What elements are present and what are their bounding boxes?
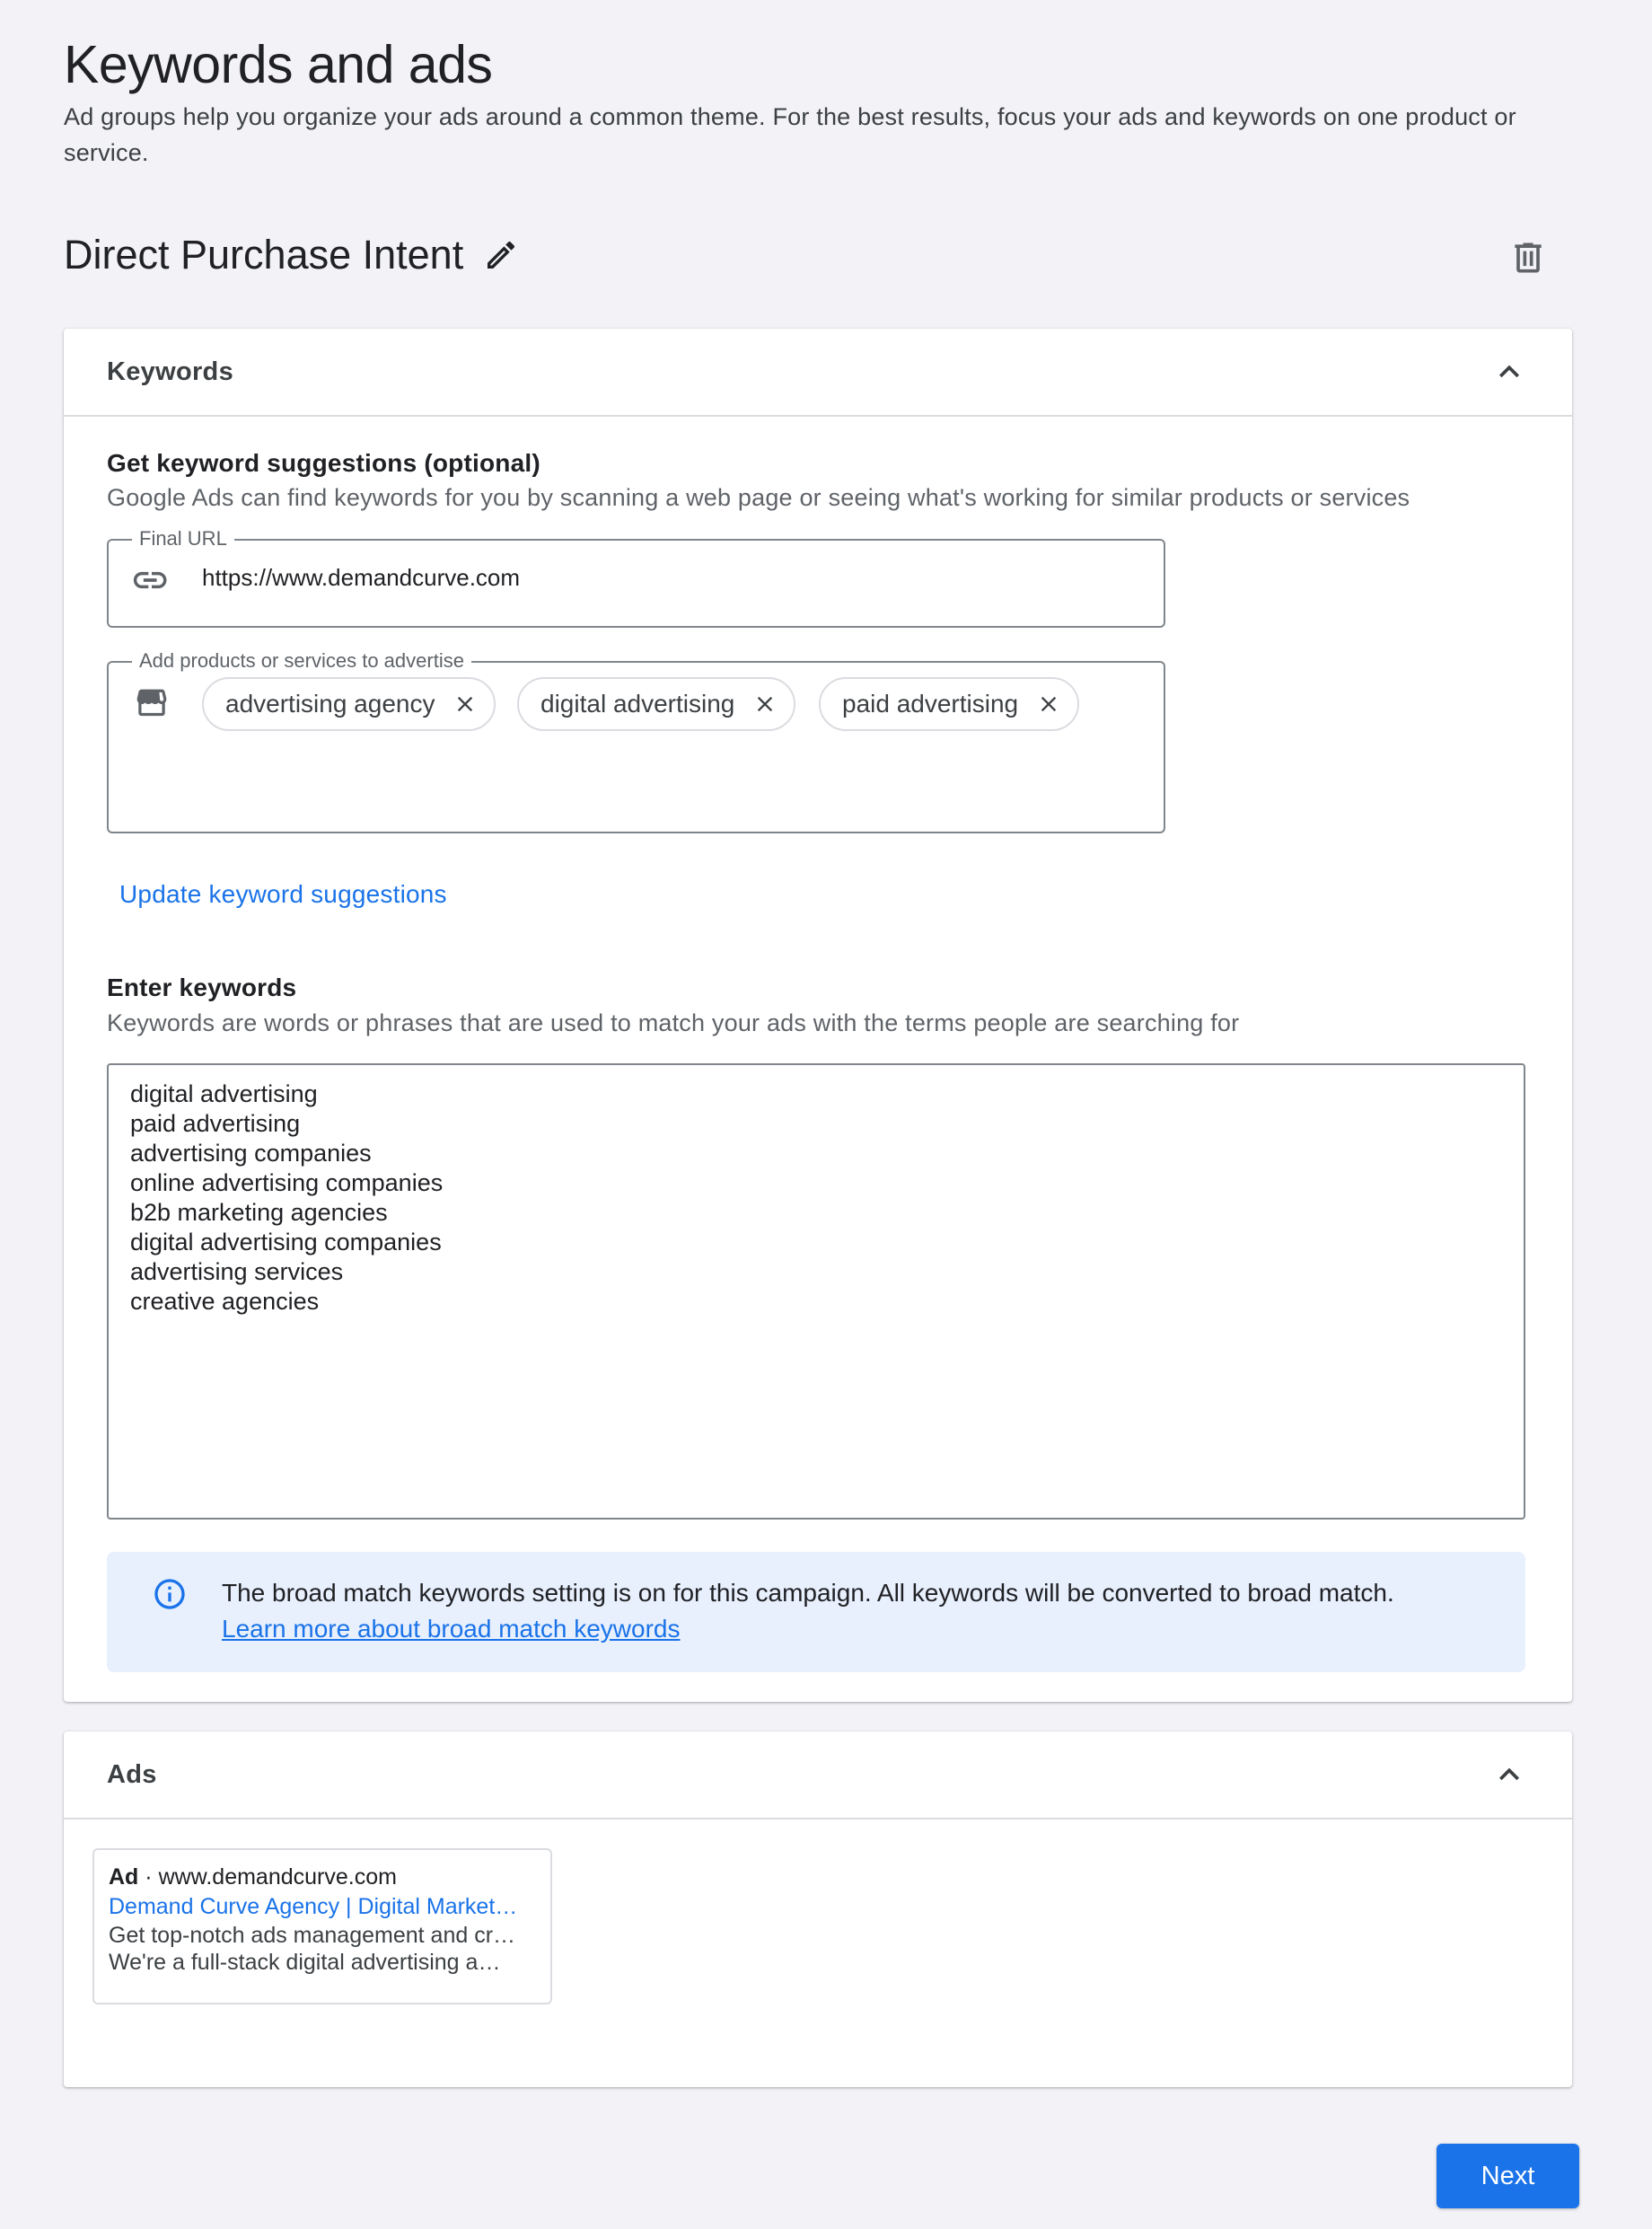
page-description: Ad groups help you organize your ads around a common theme. For the best results, focus your ads and keywords on one product or service.	[64, 103, 1516, 166]
pencil-icon[interactable]	[483, 237, 519, 273]
chip-label: digital advertising	[540, 690, 735, 718]
suggestions-title: Get keyword suggestions (optional)	[107, 449, 540, 477]
ad-display-url: www.demandcurve.com	[158, 1864, 397, 1890]
ad-url-line	[109, 1863, 536, 1892]
ad-description-1: Get top-notch ads management and cr…	[109, 1923, 516, 1948]
close-icon[interactable]	[1036, 692, 1061, 717]
trash-icon[interactable]	[1508, 238, 1548, 278]
products-field[interactable]	[107, 649, 1165, 833]
ad-group-header	[64, 232, 519, 278]
store-icon	[134, 688, 170, 720]
keywords-textarea[interactable]	[107, 1063, 1525, 1520]
keyword-line: digital advertising	[130, 1080, 318, 1107]
ad-headline: Demand Curve Agency | Digital Market…	[109, 1894, 518, 1919]
keyword-line: b2b marketing agencies	[130, 1199, 388, 1226]
keyword-line: online advertising companies	[130, 1169, 444, 1196]
suggestions-subtitle: Google Ads can find keywords for you by scanning a web page or seeing what's working for similar products or services	[107, 484, 1410, 511]
ad-group-name: Direct Purchase Intent	[64, 232, 464, 278]
keyword-line: creative agencies	[130, 1288, 320, 1315]
ad-preview-card[interactable]	[92, 1848, 552, 2004]
chevron-up-icon[interactable]	[1489, 1755, 1529, 1794]
close-icon[interactable]	[453, 692, 478, 717]
keywords-card	[64, 329, 1572, 1702]
enter-keywords-subtitle: Keywords are words or phrases that are used to match your ads with the terms people are searching for	[107, 1009, 1240, 1036]
product-chip[interactable]	[202, 677, 496, 731]
products-label: Add products or services to advertise	[132, 649, 471, 673]
learn-more-broad-match-link[interactable]: Learn more about broad match keywords	[222, 1615, 681, 1643]
keywords-card-title: Keywords	[107, 357, 233, 386]
product-chip[interactable]	[517, 677, 795, 731]
chip-label: advertising agency	[225, 690, 435, 718]
final-url-field[interactable]	[107, 527, 1165, 628]
keywords-card-header[interactable]	[64, 329, 1572, 417]
keyword-line: advertising services	[130, 1258, 344, 1285]
keyword-line: advertising companies	[130, 1140, 372, 1167]
final-url-input[interactable]	[202, 564, 1100, 592]
ads-card-header[interactable]	[64, 1731, 1572, 1819]
next-button[interactable]: Next	[1437, 2144, 1579, 2208]
broad-match-info-banner	[107, 1552, 1525, 1672]
ad-separator: ·	[145, 1864, 153, 1890]
chevron-up-icon[interactable]	[1489, 352, 1529, 392]
keyword-line: paid advertising	[130, 1110, 301, 1137]
page-title: Keywords and ads	[64, 35, 493, 94]
final-url-label: Final URL	[132, 527, 234, 551]
chip-label: paid advertising	[842, 690, 1019, 718]
keyword-line: digital advertising companies	[130, 1229, 442, 1255]
ad-description-2: We're a full-stack digital advertising a…	[109, 1950, 501, 1975]
close-icon[interactable]	[752, 692, 778, 717]
update-keyword-suggestions-link[interactable]: Update keyword suggestions	[119, 880, 447, 908]
link-icon	[132, 567, 171, 594]
info-text: The broad match keywords setting is on for this campaign. All keywords will be converted to broad match.	[222, 1579, 1394, 1607]
info-icon	[152, 1576, 188, 1612]
info-message	[222, 1575, 1394, 1647]
enter-keywords-title: Enter keywords	[107, 974, 297, 1001]
ads-card-title: Ads	[107, 1759, 157, 1789]
ads-card	[64, 1731, 1572, 2087]
ad-label: Ad	[109, 1864, 139, 1890]
product-chip[interactable]	[819, 677, 1079, 731]
